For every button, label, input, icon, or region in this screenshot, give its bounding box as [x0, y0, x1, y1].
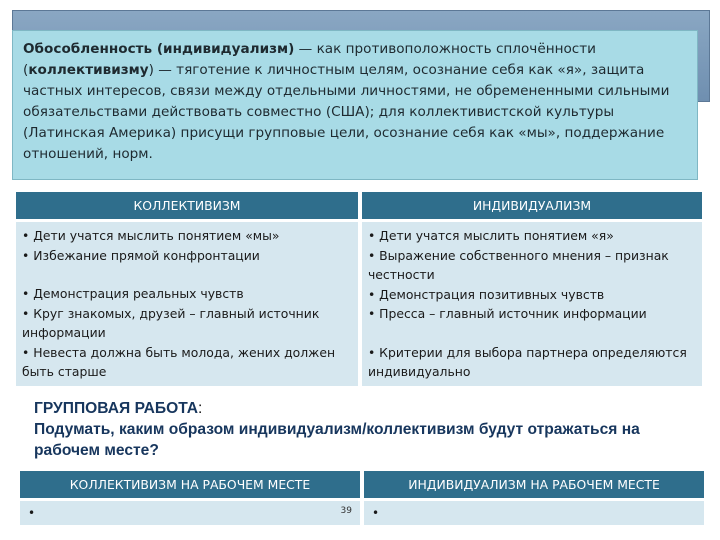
header-individualism: ИНДИВИДУАЛИЗМ [360, 192, 702, 221]
definition-text-part1: — как противоположность сплочённости ( [23, 41, 597, 78]
group-work-section [34, 398, 694, 461]
definition-term-individualism: Обособленность (индивидуализм) [23, 41, 295, 57]
list-item: • Дети учатся мыслить понятием «я» [367, 228, 614, 243]
list-item: • Демонстрация позитивных чувств [367, 286, 605, 302]
individualism-workplace-cell [362, 500, 704, 526]
workplace-header-row [20, 471, 704, 500]
individualism-cell [360, 221, 702, 386]
definition-box [12, 30, 698, 180]
list-item: • Избежание прямой конфронтации [22, 247, 260, 263]
group-work-question: Подумать, каким образом индивидуализм/коллективизм будут отражаться на рабочем месте? [34, 421, 640, 459]
header-individualism-workplace: ИНДИВИДУАЛИЗМ НА РАБОЧЕМ МЕСТЕ [362, 471, 704, 500]
list-item: • Круг знакомых, друзей – главный источник информации [22, 305, 320, 340]
header-collectivism: КОЛЛЕКТИВИЗМ [16, 192, 360, 221]
group-work-colon: : [198, 400, 203, 417]
list-item: • Невеста должна быть молода, жених должен быть старше [22, 344, 336, 379]
page-number: 39 [340, 506, 352, 516]
comparison-header-row [16, 192, 702, 221]
comparison-table [16, 192, 702, 386]
header-collectivism-workplace: КОЛЛЕКТИВИЗМ НА РАБОЧЕМ МЕСТЕ [20, 471, 362, 500]
list-item: • Пресса – главный источник информации [367, 306, 647, 321]
list-item: • Дети учатся мыслить понятием «мы» [22, 228, 280, 243]
definition-text-part2: ) — тяготение к личностным целям, осознание себя как «я», защита частных интересов, связи между отдельными личностями, не обремененными сильными обязательствами действовать совместно (США); для коллективистской культуры (Латинская Америка) присущи групповые цели, осознание себя как «мы», поддержание отношений, норм. [23, 62, 670, 162]
definition-term-collectivism: коллективизму [28, 62, 149, 78]
workplace-table [20, 471, 704, 525]
list-item: • Демонстрация реальных чувств [22, 286, 244, 301]
bullet: • [28, 506, 36, 520]
list-item: • Выражение собственного мнения – признак честности [367, 247, 669, 282]
list-item: • Критерии для выбора партнера определяются индивидуально [367, 344, 687, 379]
collectivism-workplace-cell [20, 500, 362, 526]
workplace-body-row [20, 500, 704, 526]
group-work-title: ГРУППОВАЯ РАБОТА [34, 400, 198, 417]
comparison-body-row [16, 221, 702, 386]
bullet: • [372, 506, 380, 520]
collectivism-cell [16, 221, 360, 386]
